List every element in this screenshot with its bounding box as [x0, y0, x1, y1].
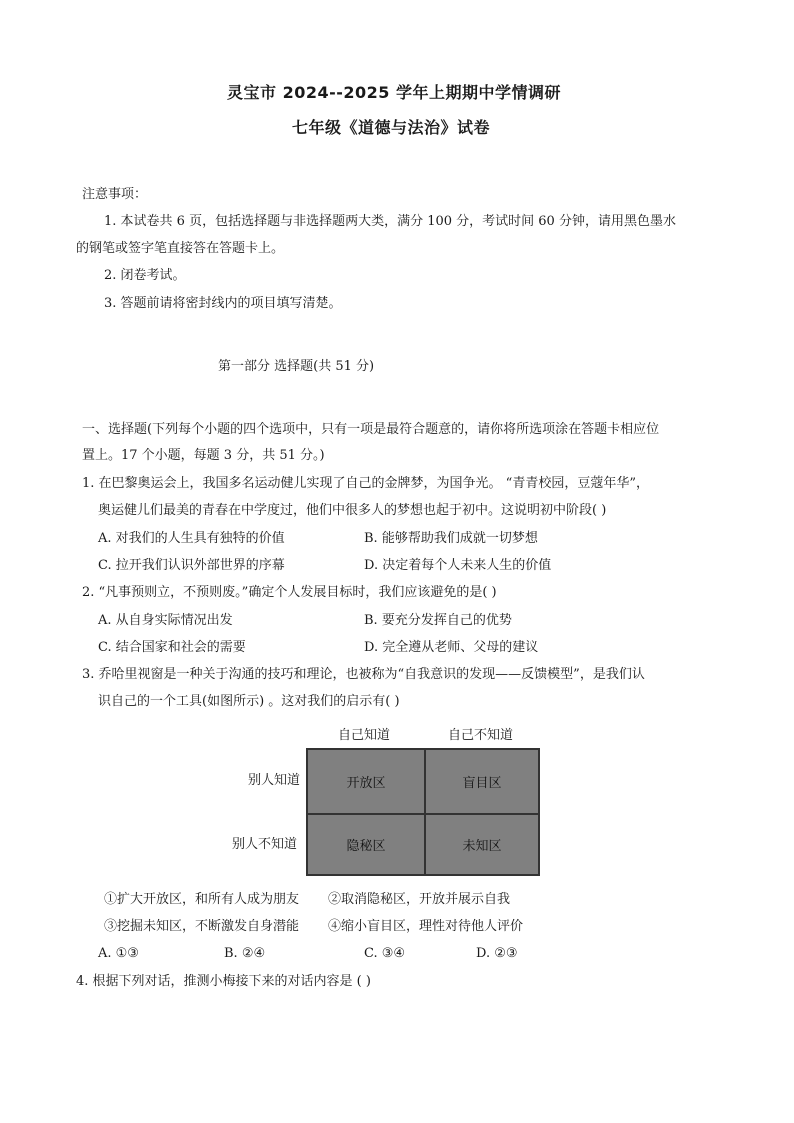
- q1-option-c: C. 拉开我们认识外部世界的序幕: [98, 558, 285, 573]
- q2-option-a: A. 从自身实际情况出发: [98, 613, 233, 628]
- q1-option-b: B. 能够帮助我们成就一切梦想: [364, 531, 538, 546]
- q3-option-b: B. ②④: [224, 946, 266, 961]
- johari-col-label-self-known: 自己知道: [338, 728, 391, 743]
- johari-col-label-self-unknown: 自己不知道: [448, 728, 514, 743]
- q2-stem: 2. “凡事预则立，不预则废。”确定个人发展目标时，我们应该避免的是( ): [82, 585, 497, 600]
- q3-option-a: A. ①③: [98, 946, 139, 961]
- exam-title-line2: 七年级《道德与法治》试卷: [292, 118, 491, 137]
- johari-row-label-others-unknown: 别人不知道: [232, 837, 298, 852]
- notes-item-3: 3. 答题前请将密封线内的项目填写清楚。: [104, 296, 342, 311]
- exam-title-line1: 灵宝市 2024--2025 学年上期期中学情调研: [227, 83, 561, 102]
- q3-statement-4: ④缩小盲目区，理性对待他人评价: [328, 919, 524, 934]
- part1-instructions-line1: 一、选择题(下列每个小题的四个选项中，只有一项是最符合题意的，请你将所选项涂在答题卡相应位: [82, 422, 660, 437]
- q2-option-d: D. 完全遵从老师、父母的建议: [364, 640, 539, 655]
- q3-option-c: C. ③④: [364, 946, 406, 961]
- part1-heading: 第一部分 选择题(共 51 分): [218, 359, 375, 374]
- notes-item-2: 2. 闭卷考试。: [104, 268, 186, 283]
- johari-unknown-area: 未知区: [462, 839, 502, 854]
- q3-stem-line2: 识自己的一个工具(如图所示) 。这对我们的启示有( ): [98, 694, 400, 709]
- johari-window-grid: [306, 748, 540, 876]
- johari-row-label-others-known: 别人知道: [248, 773, 301, 788]
- q3-statement-1: ①扩大开放区，和所有人成为朋友: [104, 892, 300, 907]
- q1-stem-line1: 1. 在巴黎奥运会上，我国多名运动健儿实现了自己的金牌梦，为国争光。 “青青校园，豆蔻年华”，: [82, 476, 649, 491]
- q3-option-d: D. ②③: [476, 946, 518, 961]
- q4-stem: 4. 根据下列对话，推测小梅接下来的对话内容是 ( ): [76, 974, 371, 989]
- notes-item-1-line2: 的钢笔或签字笔直接答在答题卡上。: [76, 241, 285, 256]
- q3-statement-2: ②取消隐秘区，开放并展示自我: [328, 892, 511, 907]
- notes-item-1-line1: 1. 本试卷共 6 页，包括选择题与非选择题两大类，满分 100 分，考试时间 60 分钟，请用黑色墨水: [104, 214, 676, 229]
- q3-stem-line1: 3. 乔哈里视窗是一种关于沟通的技巧和理论，也被称为“自我意识的发现——反馈模型”，是我们认: [82, 667, 645, 682]
- q3-statement-3: ③挖掘未知区，不断激发自身潜能: [104, 919, 300, 934]
- johari-hidden-area: 隐秘区: [346, 839, 386, 854]
- johari-open-area: 开放区: [346, 776, 386, 791]
- part1-instructions-line2: 置上。17 个小题，每题 3 分，共 51 分。): [82, 448, 325, 463]
- q1-stem-line2: 奥运健儿们最美的青春在中学度过，他们中很多人的梦想也起于初中。这说明初中阶段( ): [98, 503, 607, 518]
- q1-option-d: D. 决定着每个人未来人生的价值: [364, 558, 552, 573]
- q2-option-b: B. 要充分发挥自己的优势: [364, 613, 512, 628]
- johari-blind-area: 盲目区: [462, 776, 502, 791]
- q1-option-a: A. 对我们的人生具有独特的价值: [98, 531, 285, 546]
- notes-heading: 注意事项：: [82, 187, 148, 202]
- q2-option-c: C. 结合国家和社会的需要: [98, 640, 246, 655]
